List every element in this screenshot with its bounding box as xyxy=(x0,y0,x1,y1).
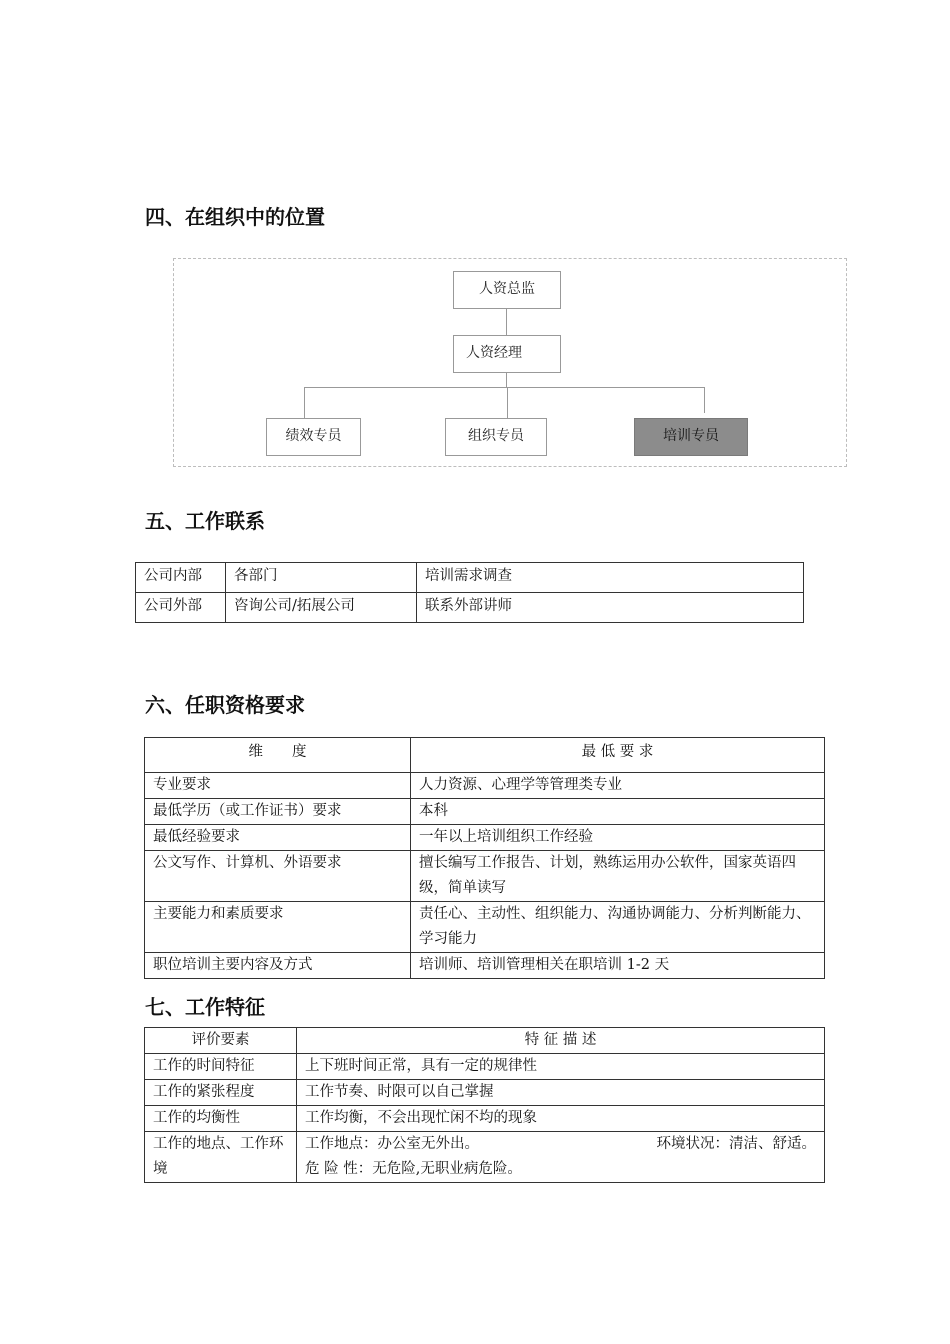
factor-description: 上下班时间正常，具有一定的规律性 xyxy=(297,1054,825,1080)
table-row xyxy=(145,825,825,851)
relation-scope: 公司内部 xyxy=(136,563,226,593)
dimension-label: 最低学历（或工作证书）要求 xyxy=(145,799,411,825)
factor-label: 工作的均衡性 xyxy=(145,1106,297,1132)
org-node-manager: 人资经理 xyxy=(453,335,561,373)
work-location: 工作地点：办公室无外出。 xyxy=(305,1136,479,1152)
header-requirement: 最 低 要 求 xyxy=(411,738,825,773)
factor-label: 工作的时间特征 xyxy=(145,1054,297,1080)
org-connector xyxy=(506,373,507,387)
relations-table xyxy=(135,562,804,623)
requirement-value: 一年以上培训组织工作经验 xyxy=(411,825,825,851)
table-header-row xyxy=(145,738,825,773)
requirement-value: 责任心、主动性、组织能力、沟通协调能力、分析判断能力、学习能力 xyxy=(411,902,825,953)
requirement-value: 擅长编写工作报告、计划，熟练运用办公软件，国家英语四级，简单读写 xyxy=(411,851,825,902)
dimension-label: 专业要求 xyxy=(145,773,411,799)
org-node-director: 人资总监 xyxy=(453,271,561,309)
location-environment-line xyxy=(305,1132,816,1157)
org-connector xyxy=(506,309,507,335)
org-chart xyxy=(173,258,847,467)
qualifications-table xyxy=(144,737,825,979)
table-header-row xyxy=(145,1028,825,1054)
relation-content: 联系外部讲师 xyxy=(417,593,804,623)
header-dimension: 维 度 xyxy=(145,738,411,773)
table-row xyxy=(145,902,825,953)
characteristics-table xyxy=(144,1027,825,1183)
relation-scope: 公司外部 xyxy=(136,593,226,623)
org-node-training: 培训专员 xyxy=(634,418,748,456)
org-connector xyxy=(304,387,305,419)
org-connector xyxy=(507,387,508,419)
table-row xyxy=(136,593,804,623)
section-title-position: 四、在组织中的位置 xyxy=(145,205,325,229)
table-row xyxy=(145,1132,825,1183)
table-row xyxy=(145,799,825,825)
table-row xyxy=(145,953,825,979)
section-title-qualifications: 六、任职资格要求 xyxy=(145,693,305,717)
requirement-value: 培训师、培训管理相关在职培训 1-2 天 xyxy=(411,953,825,979)
org-node-performance: 绩效专员 xyxy=(266,418,361,456)
table-row xyxy=(145,1054,825,1080)
table-row xyxy=(136,563,804,593)
work-environment: 环境状况：清洁、舒适。 xyxy=(656,1136,816,1152)
org-connector xyxy=(704,387,705,413)
relation-content: 培训需求调查 xyxy=(417,563,804,593)
relation-party: 各部门 xyxy=(226,563,417,593)
section-title-relations: 五、工作联系 xyxy=(145,509,265,533)
table-row xyxy=(145,1106,825,1132)
header-description: 特 征 描 述 xyxy=(297,1028,825,1054)
factor-label: 工作的地点、工作环境 xyxy=(145,1132,297,1183)
factor-description xyxy=(297,1132,825,1183)
work-danger: 危 险 性：无危险,无职业病危险。 xyxy=(305,1161,522,1177)
dimension-label: 主要能力和素质要求 xyxy=(145,902,411,953)
dimension-label: 最低经验要求 xyxy=(145,825,411,851)
dimension-label: 职位培训主要内容及方式 xyxy=(145,953,411,979)
org-connector xyxy=(304,387,705,388)
section-title-characteristics: 七、工作特征 xyxy=(145,995,265,1019)
requirement-value: 本科 xyxy=(411,799,825,825)
table-row xyxy=(145,773,825,799)
header-factor: 评价要素 xyxy=(145,1028,297,1054)
factor-description: 工作均衡，不会出现忙闲不均的现象 xyxy=(297,1106,825,1132)
factor-description: 工作节奏、时限可以自己掌握 xyxy=(297,1080,825,1106)
relation-party: 咨询公司/拓展公司 xyxy=(226,593,417,623)
requirement-value: 人力资源、心理学等管理类专业 xyxy=(411,773,825,799)
table-row xyxy=(145,851,825,902)
org-node-organization: 组织专员 xyxy=(445,418,547,456)
table-row xyxy=(145,1080,825,1106)
dimension-label: 公文写作、计算机、外语要求 xyxy=(145,851,411,902)
factor-label: 工作的紧张程度 xyxy=(145,1080,297,1106)
